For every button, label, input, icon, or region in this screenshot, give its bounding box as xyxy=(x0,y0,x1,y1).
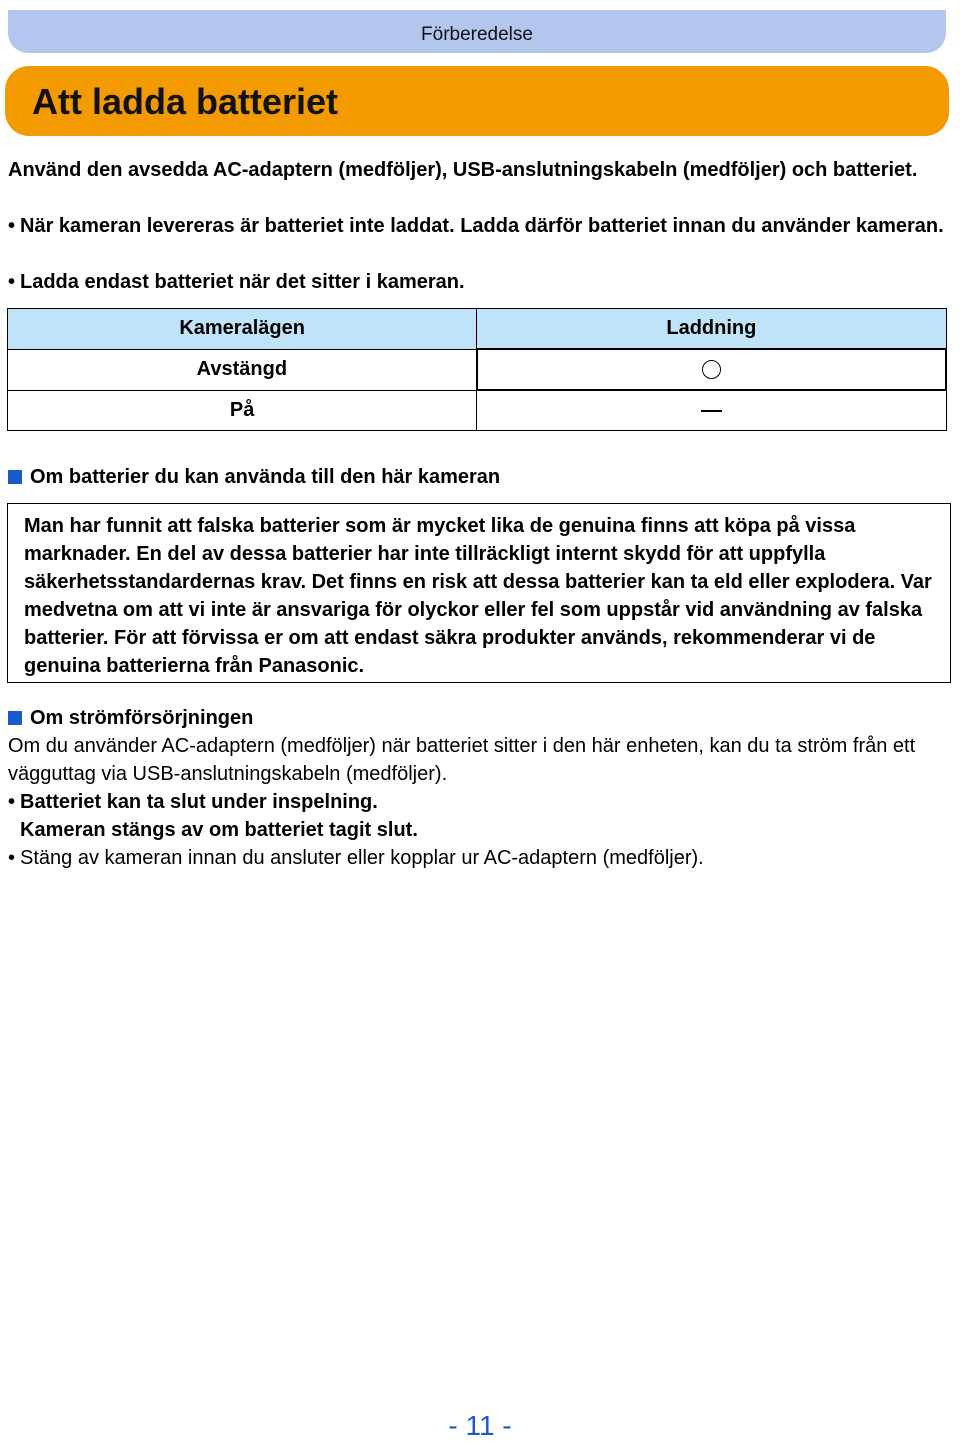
table-cell-charging xyxy=(477,349,946,390)
power-bullet-1: • Batteriet kan ta slut under inspelning. Kameran stängs av om batteriet tagit slut. xyxy=(8,788,950,844)
table-cell-charging xyxy=(477,390,946,431)
power-heading: Om strömförsörjningen xyxy=(8,704,253,732)
title-bar xyxy=(5,66,949,136)
table-row xyxy=(8,390,947,431)
intro-bullet-1: • När kameran levereras är batteriet inte laddat. Ladda därför batteriet innan du använder kameran. xyxy=(8,212,950,240)
intro-bullet-2: • Ladda endast batteriet när det sitter i kameran. xyxy=(8,268,950,296)
bullet-dot-icon: • xyxy=(8,215,16,237)
batteries-heading: Om batterier du kan använda till den här kameran xyxy=(8,463,500,491)
page-title: Att ladda batteriet xyxy=(32,81,339,122)
page-number: - 11 - xyxy=(448,1410,512,1441)
section-tab xyxy=(8,10,946,53)
table-header-charging: Laddning xyxy=(477,309,946,350)
warning-box xyxy=(7,503,951,683)
table-cell-mode: Avstängd xyxy=(8,349,477,390)
power-text: Om du använder AC-adaptern (medföljer) när batteriet sitter i den här enheten, kan du ta ström från ett vägguttag via USB-anslutningskabeln (medföljer). xyxy=(8,735,916,785)
bullet-dot-icon: • xyxy=(8,847,16,869)
circle-symbol-icon xyxy=(702,360,721,379)
intro-text: Använd den avsedda AC-adaptern (medföljer), USB-anslutningskabeln (medföljer) och batteriet. xyxy=(8,159,918,181)
bullet-dot-icon: • xyxy=(8,791,16,813)
blue-square-icon xyxy=(8,711,22,725)
section-label: Förberedelse xyxy=(421,24,533,45)
bullet-dot-icon: • xyxy=(8,271,16,293)
dash-symbol-icon xyxy=(701,410,722,412)
power-bullet-2: • Stäng av kameran innan du ansluter eller kopplar ur AC-adaptern (medföljer). xyxy=(8,844,950,872)
table-cell-mode: På xyxy=(8,390,477,431)
table-row xyxy=(8,349,947,390)
table-header-mode: Kameralägen xyxy=(8,309,477,350)
charging-table xyxy=(7,308,947,431)
blue-square-icon xyxy=(8,470,22,484)
table-header-row xyxy=(8,309,947,350)
warning-text: Man har funnit att falska batterier som är mycket lika de genuina finns att köpa på vissa marknader. En del av dessa batterier har inte tillräckligt internt skydd för att uppfylla säkerhetsstandardernas krav. Det finns en risk att dessa batterier kan ta eld eller explodera. Var medvetna om att vi inte är ansvariga för olyckor eller fel som uppstår vid användning av falska batterier. För att förvissa er om att endast säkra produkter används, rekommenderar vi de genuina batterierna från Panasonic. xyxy=(24,515,932,677)
